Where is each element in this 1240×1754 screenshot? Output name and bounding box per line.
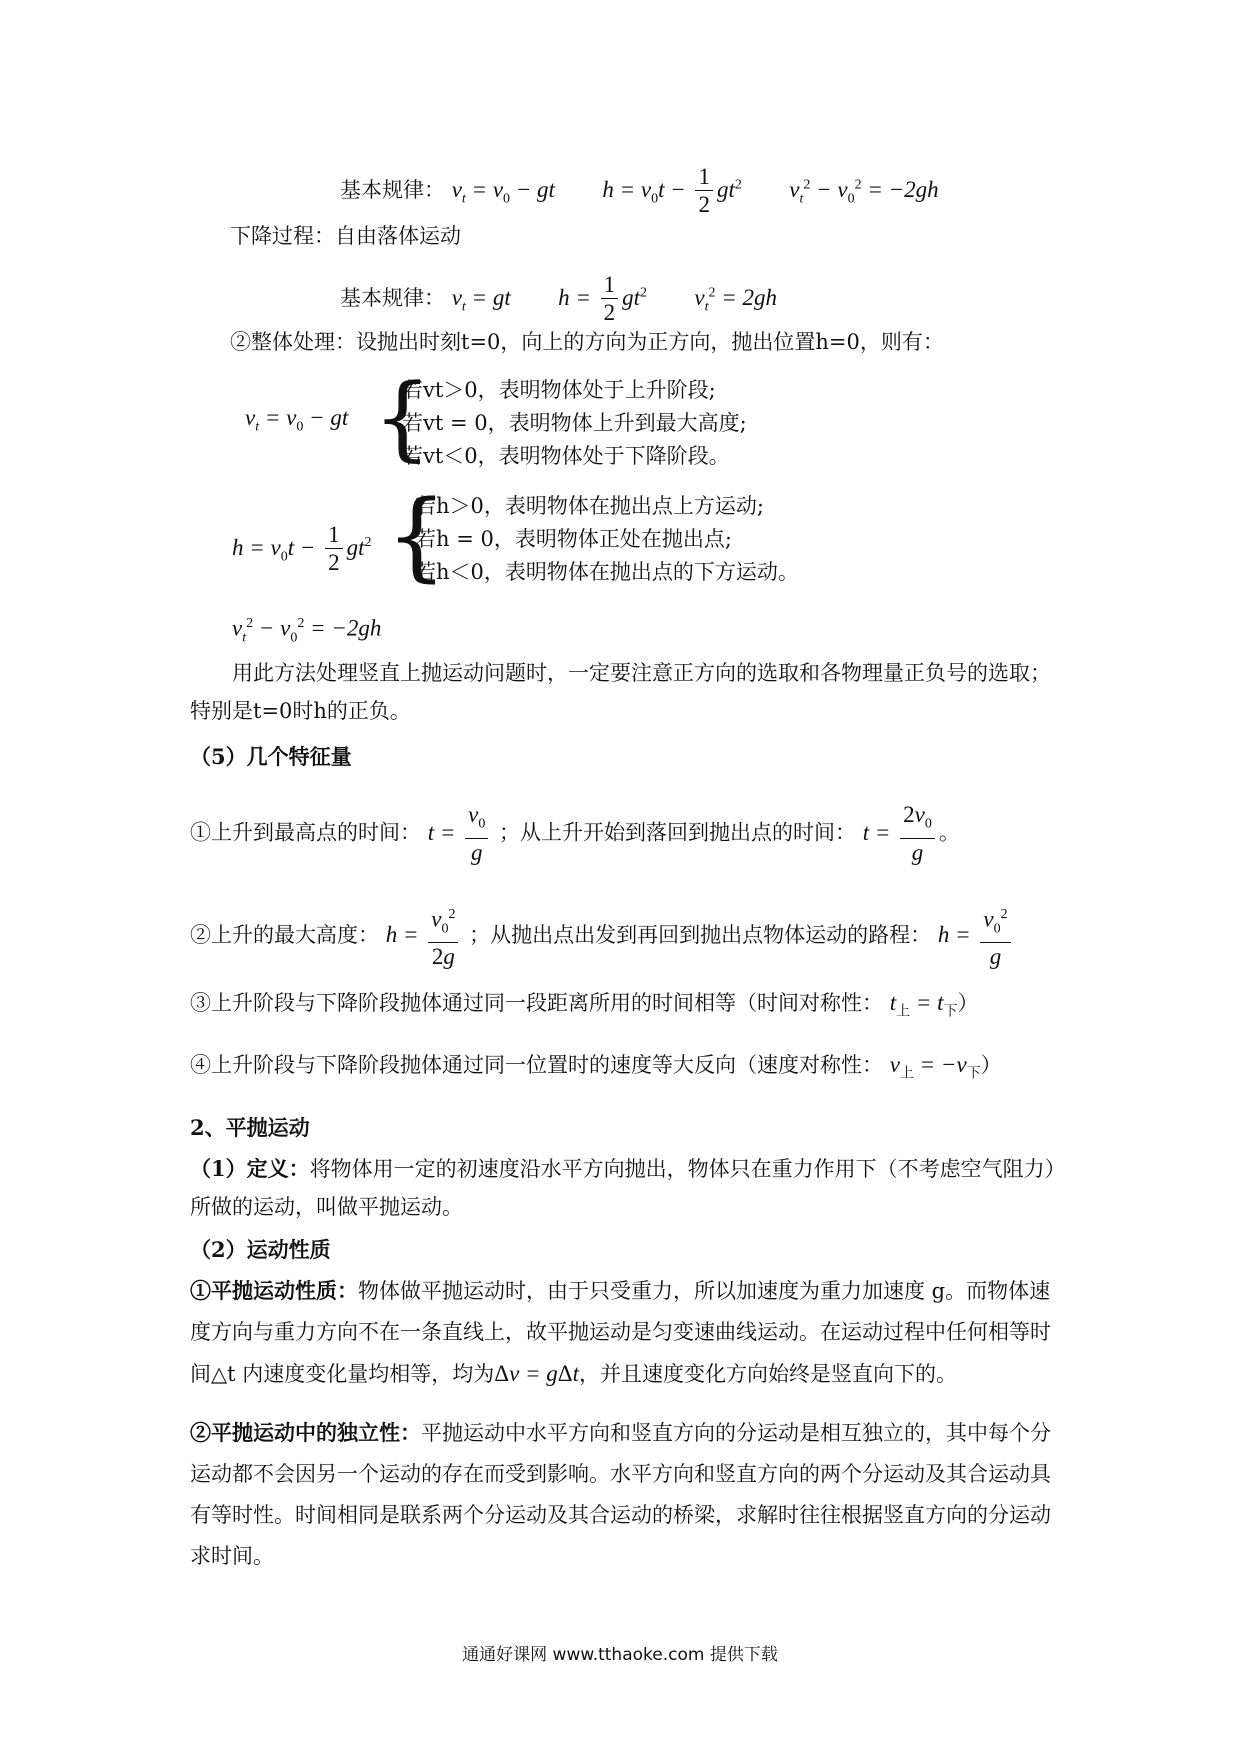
feature2-text-b: ；从抛出点出发到再回到抛出点物体运动的路程： [469, 922, 932, 947]
definition [190, 1150, 1060, 1226]
formula-h-max: h = $\frac{v_0^2}{2g}$ [386, 922, 463, 947]
feature2-text-a: ②上升的最大高度： [190, 922, 379, 947]
nature1-text: 物体做平抛运动时，由于只受重力，所以加速度为重力加速度 g。而物体速度方向与重力方向不在一条直线上，故平抛运动是匀变速曲线运动。在运动过程中任何相等时间△t 内速度变化量均相等，均为 [190, 1279, 1051, 1386]
feature-2 [190, 902, 1015, 971]
formula-delta-v: Δv = gΔt [494, 1361, 579, 1386]
footer-credit: 通通好课网 www.tthaoke.com 提供下载 [462, 1645, 778, 1665]
nature2-text: 平抛运动中水平方向和竖直方向的分运动是相互独立的，其中每个分运动都不会因另一个运动的存在而受到影响。水平方向和竖直方向的两个分运动及其合运动具有等时性。时间相同是联系两个分运动及其合运动的桥梁，求解时往往根据竖直方向的分运动求时间。 [190, 1421, 1051, 1568]
feature-4 [190, 1050, 1002, 1090]
left-brace-1: { [373, 364, 432, 471]
formula-time-symmetry: $t_上 = t_下$ [889, 990, 958, 1020]
formula-t-top: t = $\frac{v_0}{g}$ [428, 820, 493, 845]
formula-vt-whole: $v_t = v_0$ − gt [245, 405, 349, 435]
definition-text: 将物体用一定的初速度沿水平方向抛出，物体只在重力作用下（不考虑空气阻力）所做的运动，叫做平抛运动。 [190, 1157, 1056, 1219]
fraction-half-2: $\frac{1}{2}$ [601, 272, 619, 327]
formula-v2-whole: $v_t^2 - v_0^2 = -2gh$ [232, 615, 382, 646]
feature-3 [190, 988, 979, 1028]
formula-v2-ascent: $v_t^2 - v_0^2 = -2gh$ [789, 176, 939, 207]
feature-1 [190, 802, 960, 867]
fraction-v02-g: $\frac{v_0^2}{g}$ [980, 902, 1010, 971]
vt-case-3: 若vt＜0，表明物体处于下降阶段。 [402, 444, 730, 468]
nature-1 [190, 1270, 1060, 1395]
definition-label: （1）定义： [190, 1156, 310, 1181]
method-note: 用此方法处理竖直上抛运动问题时，一定要注意正方向的选取和各物理量正负号的选取；特别是t=0时h的正负。 [190, 661, 1051, 723]
section5-title: （5）几个特征量 [190, 744, 352, 769]
h-case-3: 若h＜0，表明物体在抛出点的下方运动。 [415, 560, 799, 584]
formula-h-ascent: $h = v_0t$ − $\frac{1}{2}$ $gt^2$ [602, 164, 742, 217]
feature1-text-a: ①上升到最高点的时间： [190, 820, 421, 845]
ascent-laws-label: 基本规律： [340, 177, 445, 202]
nature-title: （2）运动性质 [190, 1237, 331, 1262]
feature1-end: 。 [938, 820, 960, 845]
fraction-2v0-g: $\frac{2v_0}{g}$ [900, 802, 935, 867]
descent-laws-label: 基本规律： [340, 285, 445, 310]
vt-case-2: 若vt = 0，表明物体上升到最大高度; [402, 411, 747, 435]
formula-h-descent: h = $\frac{1}{2}$ $gt^2$ [558, 272, 648, 325]
formula-v2-descent: $v_t^2 = 2gh$ [694, 284, 778, 315]
formula-vt-ascent: $v_t = v_0$ − gt [451, 176, 555, 207]
fraction-half: $\frac{1}{2}$ [695, 164, 713, 219]
section2-title: 2、平抛运动 [190, 1115, 310, 1140]
nature1-label: ①平抛运动性质： [190, 1278, 358, 1303]
formula-velocity-symmetry: $v_上 = -v_下$ [889, 1052, 981, 1082]
whole-treatment-intro: ②整体处理：设抛出时刻t=0，向上的方向为正方向，抛出位置h=0，则有： [230, 330, 944, 354]
fraction-v02-2g: $\frac{v_0^2}{2g}$ [428, 902, 458, 971]
nature1-end: ，并且速度变化方向始终是竖直向下的。 [578, 1362, 957, 1386]
descent-laws [340, 272, 777, 327]
formula-path: h = $\frac{v_0^2}{g}$ [938, 922, 1015, 947]
formula-t-total: t = $\frac{2v_0}{g}$ [863, 820, 939, 845]
nature2-label: ②平抛运动中的独立性： [190, 1420, 421, 1445]
h-case-1: 若h＞0，表明物体在抛出点上方运动; [415, 494, 764, 518]
fraction-half-3: $\frac{1}{2}$ [325, 522, 343, 577]
vt-case-1: 若vt＞0，表明物体处于上升阶段; [402, 378, 716, 402]
formula-vt-descent: $v_t$ = gt [451, 284, 511, 315]
ascent-laws [340, 164, 939, 219]
feature4-end: ） [980, 1053, 1002, 1077]
nature-2 [190, 1412, 1060, 1577]
formula-h-whole: $h = v_0t$ − $\frac{1}{2}$ $gt^2$ [232, 522, 372, 575]
feature4-text: ④上升阶段与下降阶段抛体通过同一位置时的速度等大反向（速度对称性： [190, 1053, 883, 1077]
h-case-2: 若h = 0，表明物体正处在抛出点; [415, 527, 732, 551]
feature3-end: ） [957, 991, 979, 1015]
left-brace-2: { [386, 480, 448, 592]
feature3-text: ③上升阶段与下降阶段抛体通过同一段距离所用的时间相等（时间对称性： [190, 991, 883, 1015]
descent-title: 下降过程：自由落体运动 [230, 224, 461, 248]
fraction-v0-g: $\frac{v_0}{g}$ [465, 802, 488, 867]
feature1-text-b: ；从上升开始到落回到抛出点的时间： [499, 820, 857, 845]
